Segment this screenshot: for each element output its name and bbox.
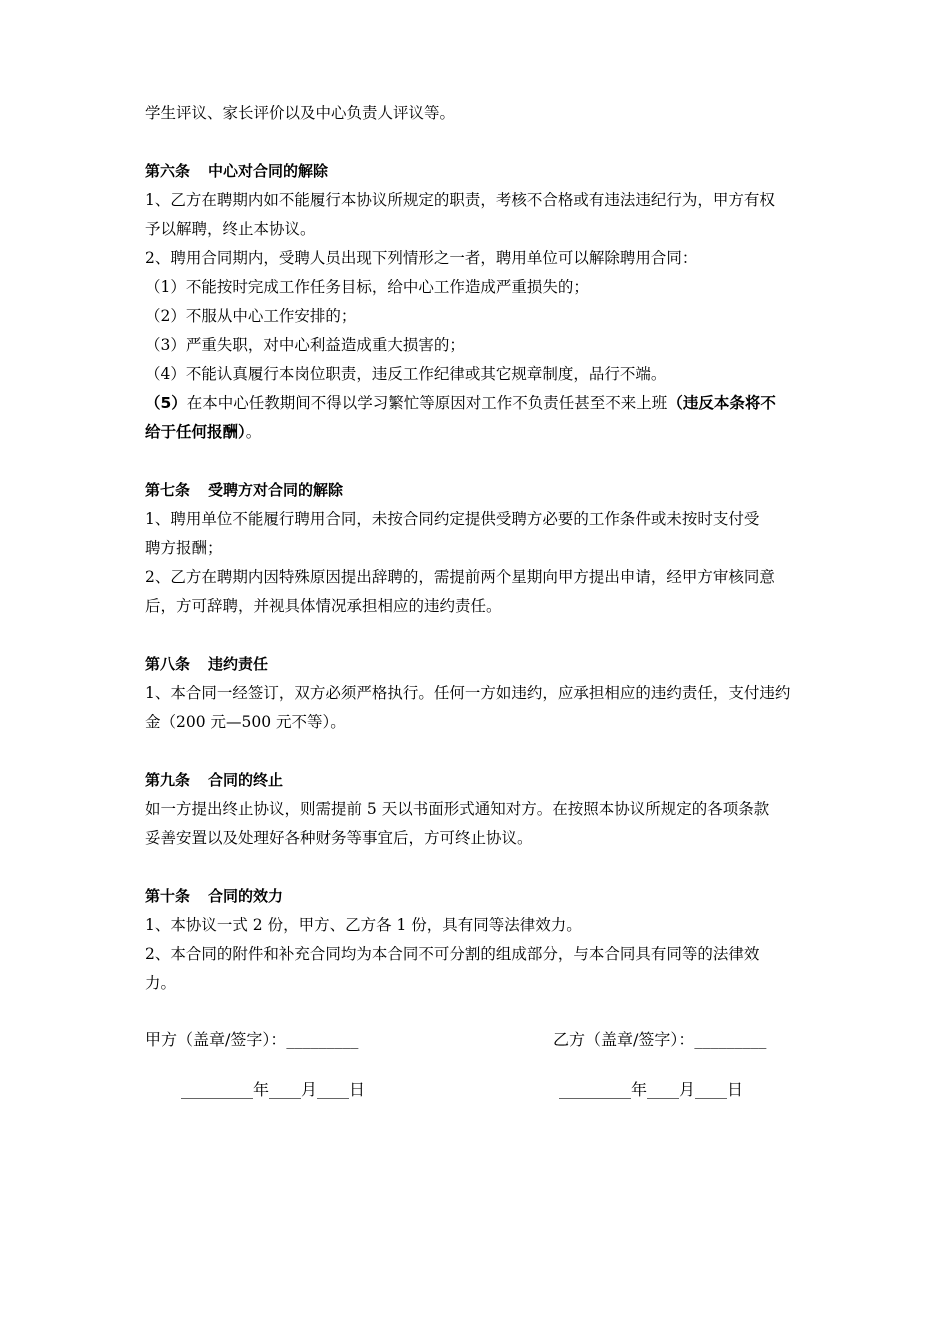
section-title: 合同的终止	[208, 771, 284, 789]
section-6-line: （3）严重失职，对中心利益造成重大损害的；	[145, 336, 465, 354]
party-b-date: _________年____月____日	[559, 1080, 744, 1099]
party-b-signature: 乙方（盖章/签字）：_________	[553, 1030, 767, 1049]
section-10-line: 2、本合同的附件和补充合同均为本合同不可分割的组成部分，与本合同具有同等的法律效	[145, 945, 760, 963]
section-number: 第七条	[145, 481, 191, 499]
section-6-item-5-cont	[145, 418, 809, 447]
section-6-heading	[145, 157, 809, 186]
section-10-line: 1、本协议一式 2 份，甲方、乙方各 1 份，具有同等法律效力。	[145, 916, 582, 934]
item-5-bold-note-cont: 给于任何报酬）	[145, 423, 246, 441]
section-number: 第九条	[145, 771, 191, 789]
section-6-item-5	[145, 389, 809, 418]
section-8-heading	[145, 650, 809, 679]
party-a-date: _________年____月____日	[181, 1080, 366, 1099]
section-number: 第六条	[145, 162, 191, 180]
section-9-line: 妥善安置以及处理好各种财务等事宜后，方可终止协议。	[145, 829, 533, 847]
section-7-line: 聘方报酬；	[145, 539, 223, 557]
spacer	[145, 737, 809, 766]
section-7-heading	[145, 476, 809, 505]
section-6-line: （1）不能按时完成工作任务目标，给中心工作造成严重损失的；	[145, 278, 589, 296]
contract-page	[145, 99, 809, 998]
section-6-line: （2）不服从中心工作安排的；	[145, 307, 357, 325]
section-6-line: 2、聘用合同期内，受聘人员出现下列情形之一者，聘用单位可以解除聘用合同：	[145, 249, 698, 267]
section-title: 合同的效力	[208, 887, 284, 905]
section-10-line: 力。	[145, 974, 177, 992]
section-title: 中心对合同的解除	[208, 162, 329, 180]
item-5-bold-note: （违反本条将不	[667, 394, 776, 412]
section-10-heading	[145, 882, 809, 911]
continuation-line: 学生评议、家长评价以及中心负责人评议等。	[145, 104, 456, 122]
section-7-line: 1、聘用单位不能履行聘用合同，未按合同约定提供受聘方必要的工作条件或未按时支付受	[145, 510, 760, 528]
section-6-line: 1、乙方在聘期内如不能履行本协议所规定的职责，考核不合格或有违法违纪行为，甲方有权	[145, 191, 775, 209]
section-9-line: 如一方提出终止协议，则需提前 5 天以书面形式通知对方。在按照本协议所规定的各项条款	[145, 800, 770, 818]
item-5-label: （5）	[145, 394, 187, 412]
spacer	[145, 621, 809, 650]
party-a-signature: 甲方（盖章/签字）：_________	[145, 1030, 359, 1049]
section-8-line: 1、本合同一经签订，双方必须严格执行。任何一方如违约，应承担相应的违约责任，支付违约	[145, 684, 791, 702]
section-7-line: 2、乙方在聘期内因特殊原因提出辞聘的，需提前两个星期向甲方提出申请，经甲方审核同意	[145, 568, 775, 586]
spacer	[145, 853, 809, 882]
section-8-line: 金（200 元—500 元不等）。	[145, 713, 346, 731]
spacer	[145, 447, 809, 476]
section-6-line: 予以解聘，终止本协议。	[145, 220, 316, 238]
spacer	[145, 128, 809, 157]
section-title: 受聘方对合同的解除	[208, 481, 344, 499]
section-7-line: 后，方可辞聘，并视具体情况承担相应的违约责任。	[145, 597, 502, 615]
item-5-text: 在本中心任教期间不得以学习繁忙等原因对工作不负责任甚至不来上班	[186, 394, 668, 412]
item-5-end: 。	[245, 423, 262, 441]
section-title: 违约责任	[208, 655, 269, 673]
section-number: 第八条	[145, 655, 191, 673]
section-9-heading	[145, 766, 809, 795]
section-number: 第十条	[145, 887, 191, 905]
section-6-line: （4）不能认真履行本岗位职责，违反工作纪律或其它规章制度，品行不端。	[145, 365, 667, 383]
